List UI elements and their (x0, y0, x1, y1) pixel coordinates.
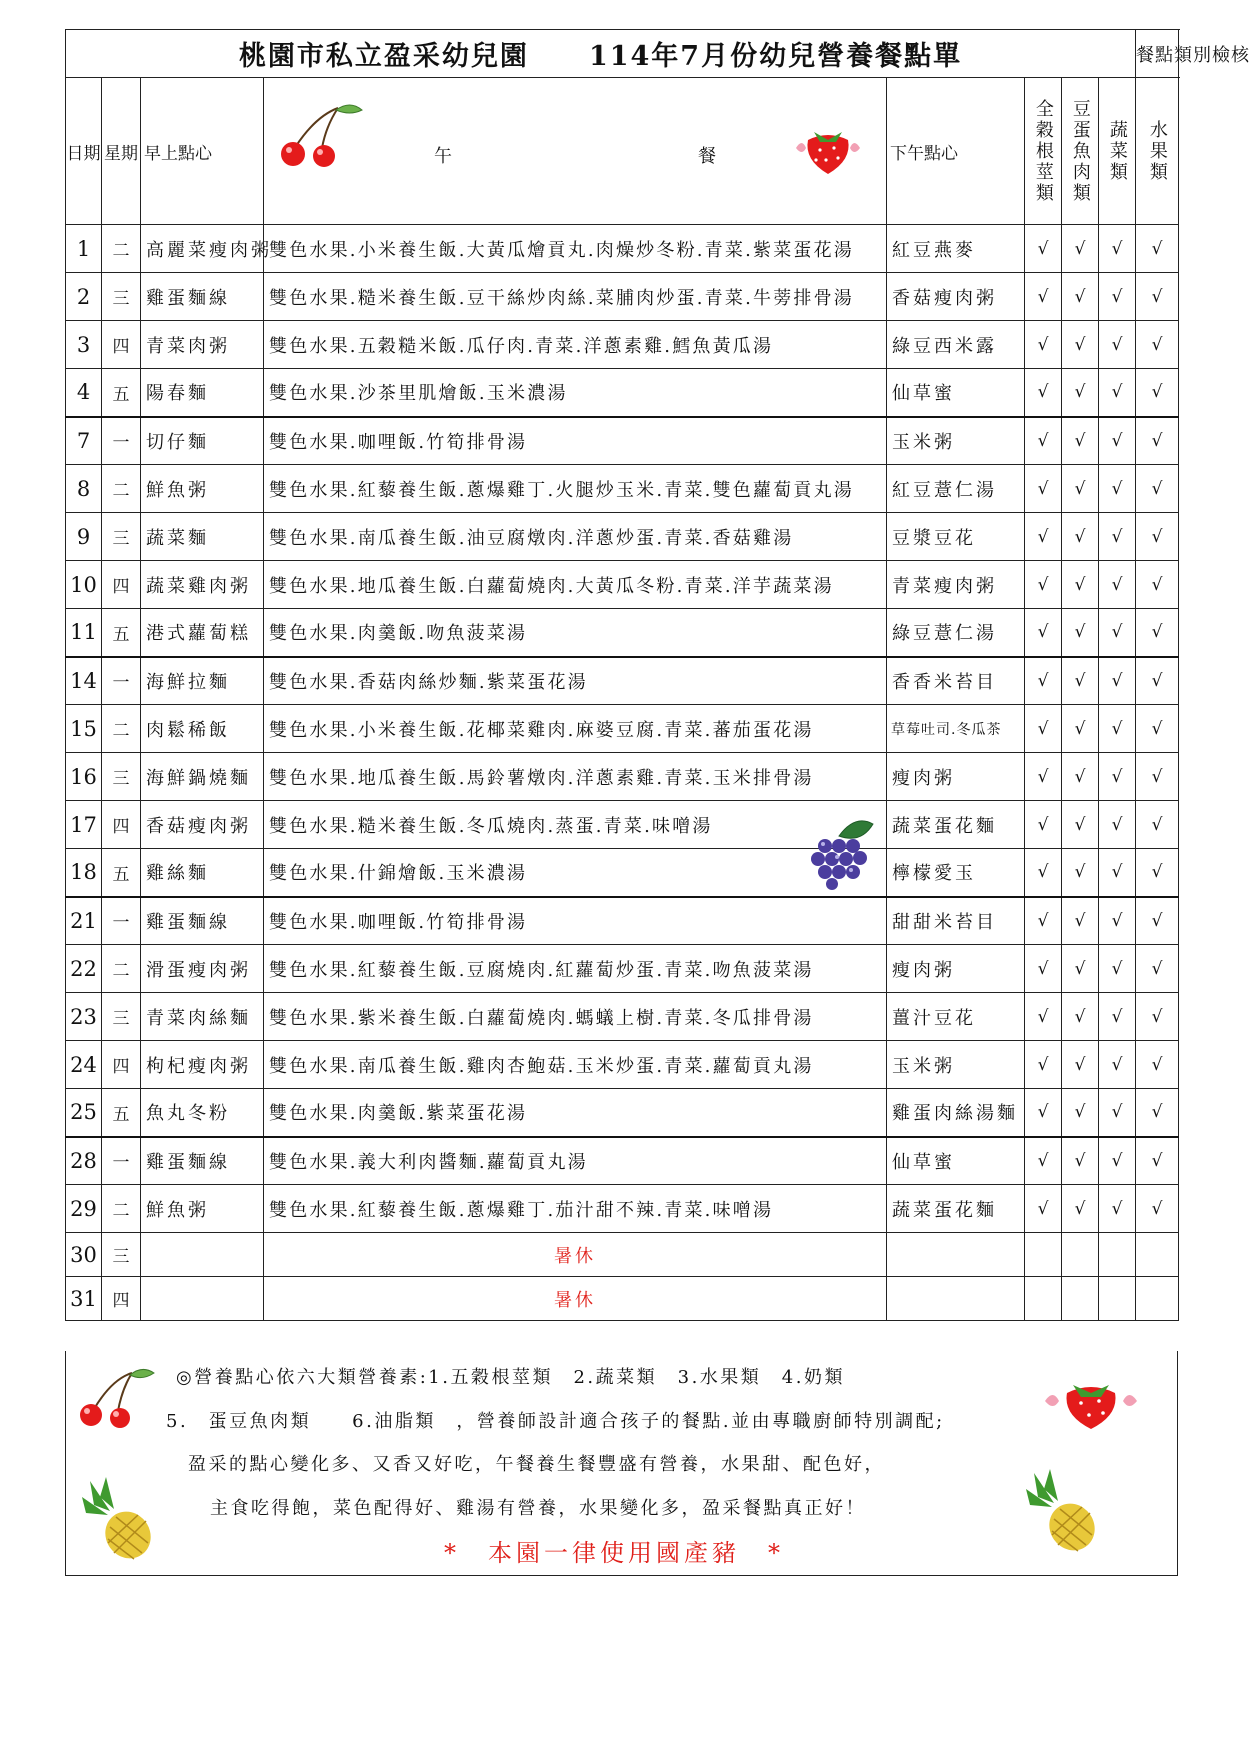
morning-snack-cell: 肉鬆稀飯 (141, 705, 264, 753)
table-row (66, 561, 1179, 609)
morning-snack-cell: 港式蘿蔔糕 (141, 609, 264, 657)
weekday-cell: 三 (102, 993, 141, 1041)
vegetable-check: √ (1099, 513, 1136, 561)
fruit-check: √ (1136, 465, 1179, 513)
grains-check: √ (1025, 705, 1062, 753)
grains-check: √ (1025, 1185, 1062, 1233)
grains-check: √ (1025, 993, 1062, 1041)
afternoon-snack-cell: 紅豆薏仁湯 (887, 465, 1025, 513)
vegetable-check (1099, 1277, 1136, 1321)
weekday-cell: 四 (102, 1277, 141, 1321)
weekday-cell: 四 (102, 1041, 141, 1089)
table-row (66, 273, 1179, 321)
holiday-label: 暑休 (264, 1277, 887, 1321)
grains-check: √ (1025, 225, 1062, 273)
lunch-cell: 雙色水果.香菇肉絲炒麵.紫菜蛋花湯 (264, 657, 887, 705)
afternoon-snack-cell: 香菇瘦肉粥 (887, 273, 1025, 321)
lunch-cell: 雙色水果.紫米養生飯.白蘿蔔燒肉.螞蟻上樹.青菜.冬瓜排骨湯 (264, 993, 887, 1041)
date-cell: 18 (66, 849, 102, 897)
protein-check (1062, 1233, 1099, 1277)
date-cell: 23 (66, 993, 102, 1041)
fruit-check: √ (1136, 321, 1179, 369)
vegetable-check: √ (1099, 561, 1136, 609)
fruit-check: √ (1136, 561, 1179, 609)
morning-snack-cell: 雞蛋麵線 (141, 897, 264, 945)
morning-snack-cell: 鮮魚粥 (141, 1185, 264, 1233)
weekday-cell: 一 (102, 657, 141, 705)
weekday-cell: 一 (102, 1137, 141, 1185)
lunch-cell: 雙色水果.咖哩飯.竹筍排骨湯 (264, 417, 887, 465)
grains-check: √ (1025, 369, 1062, 417)
date-cell: 10 (66, 561, 102, 609)
vegetable-check (1099, 1233, 1136, 1277)
vegetable-check: √ (1099, 753, 1136, 801)
vegetable-check: √ (1099, 1089, 1136, 1137)
afternoon-snack-cell: 瘦肉粥 (887, 753, 1025, 801)
protein-check: √ (1062, 465, 1099, 513)
protein-check: √ (1062, 273, 1099, 321)
lunch-cell: 雙色水果.義大利肉醬麵.蘿蔔貢丸湯 (264, 1137, 887, 1185)
footer-line-1: ◎營養點心依六大類營養素:1.五穀根莖類 2.蔬菜類 3.水果類 4.奶類 (176, 1367, 845, 1388)
date-cell: 29 (66, 1185, 102, 1233)
fruit-check: √ (1136, 609, 1179, 657)
table-row (66, 1137, 1179, 1185)
vegetable-check: √ (1099, 849, 1136, 897)
morning-snack-header: 早上點心 (141, 78, 264, 225)
menu-rows (66, 225, 1179, 1321)
afternoon-snack-cell: 綠豆西米露 (887, 321, 1025, 369)
lunch-cell: 雙色水果.糙米養生飯.豆干絲炒肉絲.菜脯肉炒蛋.青菜.牛蒡排骨湯 (264, 273, 887, 321)
strawberry-icon (1041, 1371, 1141, 1433)
fruit-check: √ (1136, 657, 1179, 705)
grains-check: √ (1025, 465, 1062, 513)
morning-snack-cell (141, 1277, 264, 1321)
menu-sheet (65, 29, 1250, 1575)
afternoon-snack-cell: 甜甜米苔目 (887, 897, 1025, 945)
morning-snack-cell (141, 1233, 264, 1277)
grains-check: √ (1025, 609, 1062, 657)
vegetable-check: √ (1099, 801, 1136, 849)
morning-snack-cell: 雞蛋麵線 (141, 1137, 264, 1185)
afternoon-snack-header: 下午點心 (887, 78, 1025, 225)
date-cell: 16 (66, 753, 102, 801)
morning-snack-cell: 陽春麵 (141, 369, 264, 417)
fruit-check: √ (1136, 225, 1179, 273)
table-row (66, 465, 1179, 513)
fruit-check: √ (1136, 705, 1179, 753)
date-cell: 1 (66, 225, 102, 273)
morning-snack-cell: 枸杞瘦肉粥 (141, 1041, 264, 1089)
afternoon-snack-cell: 草莓吐司.冬瓜茶 (887, 705, 1025, 753)
table-row (66, 753, 1179, 801)
morning-snack-cell: 滑蛋瘦肉粥 (141, 945, 264, 993)
date-cell: 21 (66, 897, 102, 945)
table-row (66, 897, 1179, 945)
lunch-cell: 雙色水果.肉羹飯.吻魚菠菜湯 (264, 609, 887, 657)
protein-check: √ (1062, 1089, 1099, 1137)
footer-line-3: 盈采的點心變化多、又香又好吃，午餐養生餐豐盛有營養，水果甜、配色好， (188, 1454, 885, 1475)
footer-line-4: 主食吃得飽，菜色配得好、雞湯有營養，水果變化多，盈采餐點真正好！ (210, 1498, 866, 1519)
vegetable-check: √ (1099, 369, 1136, 417)
afternoon-snack-cell (887, 1277, 1025, 1321)
date-cell: 2 (66, 273, 102, 321)
fruit-check (1136, 1277, 1179, 1321)
date-cell: 4 (66, 369, 102, 417)
morning-snack-cell: 海鮮拉麵 (141, 657, 264, 705)
lunch-cell: 雙色水果.肉羹飯.紫菜蛋花湯 (264, 1089, 887, 1137)
fruit-check: √ (1136, 945, 1179, 993)
vegetable-check: √ (1099, 945, 1136, 993)
morning-snack-cell: 蔬菜麵 (141, 513, 264, 561)
protein-check (1062, 1277, 1099, 1321)
morning-snack-cell: 青菜肉粥 (141, 321, 264, 369)
afternoon-snack-cell: 蔬菜蛋花麵 (887, 1185, 1025, 1233)
vegetable-check: √ (1099, 993, 1136, 1041)
date-cell: 17 (66, 801, 102, 849)
lunch-cell: 雙色水果.紅藜養生飯.蔥爆雞丁.茄汁甜不辣.青菜.味噌湯 (264, 1185, 887, 1233)
vegetable-check: √ (1099, 321, 1136, 369)
weekday-cell: 五 (102, 609, 141, 657)
table-row (66, 849, 1179, 897)
weekday-cell: 四 (102, 321, 141, 369)
afternoon-snack-cell: 玉米粥 (887, 1041, 1025, 1089)
protein-check: √ (1062, 801, 1099, 849)
protein-check: √ (1062, 321, 1099, 369)
morning-snack-cell: 蔬菜雞肉粥 (141, 561, 264, 609)
weekday-cell: 二 (102, 1185, 141, 1233)
date-cell: 24 (66, 1041, 102, 1089)
table-row (66, 609, 1179, 657)
grains-check: √ (1025, 945, 1062, 993)
date-cell: 3 (66, 321, 102, 369)
table-row (66, 993, 1179, 1041)
grains-header: 全穀根莖類 (1032, 98, 1054, 204)
protein-check: √ (1062, 1041, 1099, 1089)
table-row (66, 225, 1179, 273)
afternoon-snack-cell: 檸檬愛玉 (887, 849, 1025, 897)
school-name: 桃園市私立盈采幼兒園 (238, 41, 529, 72)
morning-snack-cell: 魚丸冬粉 (141, 1089, 264, 1137)
lunch-cell: 雙色水果.地瓜養生飯.馬鈴薯燉肉.洋蔥素雞.青菜.玉米排骨湯 (264, 753, 887, 801)
lunch-header (264, 78, 887, 225)
afternoon-snack-cell: 紅豆燕麥 (887, 225, 1025, 273)
grains-check: √ (1025, 561, 1062, 609)
weekday-cell: 二 (102, 465, 141, 513)
protein-check: √ (1062, 897, 1099, 945)
vegetable-header: 蔬菜類 (1106, 119, 1128, 183)
protein-check: √ (1062, 225, 1099, 273)
weekday-cell: 五 (102, 369, 141, 417)
date-cell: 11 (66, 609, 102, 657)
grains-check: √ (1025, 273, 1062, 321)
grains-check: √ (1025, 1041, 1062, 1089)
fruit-header: 水果類 (1146, 119, 1168, 183)
lunch-header-right: 餐 (698, 146, 716, 167)
afternoon-snack-cell: 蔬菜蛋花麵 (887, 801, 1025, 849)
weekday-cell: 三 (102, 753, 141, 801)
grains-check (1025, 1233, 1062, 1277)
domestic-pork-notice: * 本園一律使用國產豬 * (444, 1539, 784, 1567)
date-header: 日期 (66, 78, 102, 225)
table-row (66, 705, 1179, 753)
weekday-cell: 三 (102, 273, 141, 321)
weekday-cell: 三 (102, 1233, 141, 1277)
table-row (66, 1089, 1179, 1137)
afternoon-snack-cell: 青菜瘦肉粥 (887, 561, 1025, 609)
page-title (66, 30, 1136, 78)
vegetable-check: √ (1099, 417, 1136, 465)
lunch-header-left: 午 (434, 146, 452, 167)
weekday-cell: 二 (102, 945, 141, 993)
pineapple-icon (80, 1477, 160, 1561)
grains-check: √ (1025, 801, 1062, 849)
vegetable-check: √ (1099, 897, 1136, 945)
protein-check: √ (1062, 993, 1099, 1041)
fruit-check: √ (1136, 1137, 1179, 1185)
vegetable-check: √ (1099, 273, 1136, 321)
footer-line-2: 5. 蛋豆魚肉類 6.油脂類 ，營養師設計適合孩子的餐點.並由專職廚師特別調配; (166, 1411, 945, 1432)
fruit-check: √ (1136, 1041, 1179, 1089)
cherry-icon (276, 102, 366, 168)
vegetable-check: √ (1099, 225, 1136, 273)
protein-check: √ (1062, 561, 1099, 609)
grains-check: √ (1025, 849, 1062, 897)
morning-snack-cell: 青菜肉絲麵 (141, 993, 264, 1041)
vegetable-check: √ (1099, 1041, 1136, 1089)
date-cell: 7 (66, 417, 102, 465)
lunch-cell: 雙色水果.什錦燴飯.玉米濃湯 (264, 849, 887, 897)
weekday-cell: 五 (102, 849, 141, 897)
morning-snack-cell: 鮮魚粥 (141, 465, 264, 513)
table-row (66, 1041, 1179, 1089)
protein-check: √ (1062, 369, 1099, 417)
table-row (66, 1277, 1179, 1321)
morning-snack-cell: 海鮮鍋燒麵 (141, 753, 264, 801)
date-cell: 9 (66, 513, 102, 561)
cherry-icon (76, 1365, 156, 1429)
table-row (66, 369, 1179, 417)
date-cell: 28 (66, 1137, 102, 1185)
protein-header: 豆蛋魚肉類 (1069, 98, 1091, 204)
weekday-cell: 二 (102, 225, 141, 273)
grains-check: √ (1025, 897, 1062, 945)
weekday-cell: 三 (102, 513, 141, 561)
grains-check: √ (1025, 1137, 1062, 1185)
vegetable-check: √ (1099, 465, 1136, 513)
table-row (66, 1185, 1179, 1233)
afternoon-snack-cell: 仙草蜜 (887, 1137, 1025, 1185)
lunch-cell: 雙色水果.咖哩飯.竹筍排骨湯 (264, 897, 887, 945)
grains-check: √ (1025, 1089, 1062, 1137)
grains-check: √ (1025, 513, 1062, 561)
vegetable-check: √ (1099, 1185, 1136, 1233)
lunch-cell: 雙色水果.五穀糙米飯.瓜仔肉.青菜.洋蔥素雞.鱈魚黃瓜湯 (264, 321, 887, 369)
grapes-icon (805, 814, 875, 890)
table-row (66, 417, 1179, 465)
pineapple-icon (1024, 1469, 1104, 1553)
grains-check (1025, 1277, 1062, 1321)
fruit-check (1136, 1233, 1179, 1277)
date-cell: 8 (66, 465, 102, 513)
morning-snack-cell: 香菇瘦肉粥 (141, 801, 264, 849)
afternoon-snack-cell (887, 1233, 1025, 1277)
table-row (66, 657, 1179, 705)
afternoon-snack-cell: 仙草蜜 (887, 369, 1025, 417)
weekday-cell: 二 (102, 705, 141, 753)
date-cell: 22 (66, 945, 102, 993)
afternoon-snack-cell: 香香米苔目 (887, 657, 1025, 705)
afternoon-snack-cell: 瘦肉粥 (887, 945, 1025, 993)
grains-check: √ (1025, 657, 1062, 705)
morning-snack-cell: 高麗菜瘦肉粥 (141, 225, 264, 273)
afternoon-snack-cell: 豆漿豆花 (887, 513, 1025, 561)
weekday-cell: 一 (102, 417, 141, 465)
strawberry-icon (792, 118, 864, 178)
fruit-check: √ (1136, 1185, 1179, 1233)
weekday-cell: 四 (102, 801, 141, 849)
vegetable-check: √ (1099, 657, 1136, 705)
lunch-cell: 雙色水果.地瓜養生飯.白蘿蔔燒肉.大黃瓜冬粉.青菜.洋芋蔬菜湯 (264, 561, 887, 609)
fruit-check: √ (1136, 369, 1179, 417)
protein-check: √ (1062, 705, 1099, 753)
menu-table (65, 29, 1250, 1321)
table-row (66, 321, 1179, 369)
weekday-header: 星期 (102, 78, 141, 225)
protein-check: √ (1062, 1185, 1099, 1233)
lunch-cell: 雙色水果.小米養生飯.大黃瓜燴貢丸.肉燥炒冬粉.青菜.紫菜蛋花湯 (264, 225, 887, 273)
table-row (66, 513, 1179, 561)
afternoon-snack-cell: 雞蛋肉絲湯麵 (887, 1089, 1025, 1137)
lunch-cell: 雙色水果.紅藜養生飯.豆腐燒肉.紅蘿蔔炒蛋.青菜.吻魚菠菜湯 (264, 945, 887, 993)
grains-check: √ (1025, 321, 1062, 369)
fruit-check: √ (1136, 1089, 1179, 1137)
date-cell: 15 (66, 705, 102, 753)
date-cell: 31 (66, 1277, 102, 1321)
lunch-cell: 雙色水果.南瓜養生飯.雞肉杏鮑菇.玉米炒蛋.青菜.蘿蔔貢丸湯 (264, 1041, 887, 1089)
date-cell: 25 (66, 1089, 102, 1137)
lunch-cell: 雙色水果.糙米養生飯.冬瓜燒肉.蒸蛋.青菜.味噌湯 (264, 801, 887, 849)
protein-check: √ (1062, 417, 1099, 465)
grains-check: √ (1025, 417, 1062, 465)
date-cell: 14 (66, 657, 102, 705)
protein-check: √ (1062, 657, 1099, 705)
fruit-check: √ (1136, 801, 1179, 849)
table-row (66, 945, 1179, 993)
date-cell: 30 (66, 1233, 102, 1277)
weekday-cell: 五 (102, 1089, 141, 1137)
protein-check: √ (1062, 1137, 1099, 1185)
grains-check: √ (1025, 753, 1062, 801)
fruit-check: √ (1136, 897, 1179, 945)
morning-snack-cell: 雞絲麵 (141, 849, 264, 897)
afternoon-snack-cell: 綠豆薏仁湯 (887, 609, 1025, 657)
fruit-check: √ (1136, 993, 1179, 1041)
lunch-cell: 雙色水果.南瓜養生飯.油豆腐燉肉.洋蔥炒蛋.青菜.香菇雞湯 (264, 513, 887, 561)
menu-title: 114年7月份幼兒營養餐點單 (588, 41, 963, 72)
afternoon-snack-cell: 薑汁豆花 (887, 993, 1025, 1041)
fruit-check: √ (1136, 417, 1179, 465)
lunch-cell: 雙色水果.小米養生飯.花椰菜雞肉.麻婆豆腐.青菜.蕃茄蛋花湯 (264, 705, 887, 753)
protein-check: √ (1062, 513, 1099, 561)
morning-snack-cell: 雞蛋麵線 (141, 273, 264, 321)
lunch-cell: 雙色水果.沙茶里肌燴飯.玉米濃湯 (264, 369, 887, 417)
category-check-title: 餐點類別檢核 (1136, 30, 1179, 78)
fruit-check: √ (1136, 513, 1179, 561)
protein-check: √ (1062, 849, 1099, 897)
holiday-label: 暑休 (264, 1233, 887, 1277)
fruit-check: √ (1136, 273, 1179, 321)
vegetable-check: √ (1099, 609, 1136, 657)
footer (65, 1351, 1178, 1576)
table-row (66, 1233, 1179, 1277)
vegetable-check: √ (1099, 1137, 1136, 1185)
weekday-cell: 四 (102, 561, 141, 609)
fruit-check: √ (1136, 849, 1179, 897)
protein-check: √ (1062, 945, 1099, 993)
protein-check: √ (1062, 753, 1099, 801)
table-row (66, 801, 1179, 849)
vegetable-check: √ (1099, 705, 1136, 753)
morning-snack-cell: 切仔麵 (141, 417, 264, 465)
fruit-check: √ (1136, 753, 1179, 801)
protein-check: √ (1062, 609, 1099, 657)
lunch-cell: 雙色水果.紅藜養生飯.蔥爆雞丁.火腿炒玉米.青菜.雙色蘿蔔貢丸湯 (264, 465, 887, 513)
afternoon-snack-cell: 玉米粥 (887, 417, 1025, 465)
weekday-cell: 一 (102, 897, 141, 945)
